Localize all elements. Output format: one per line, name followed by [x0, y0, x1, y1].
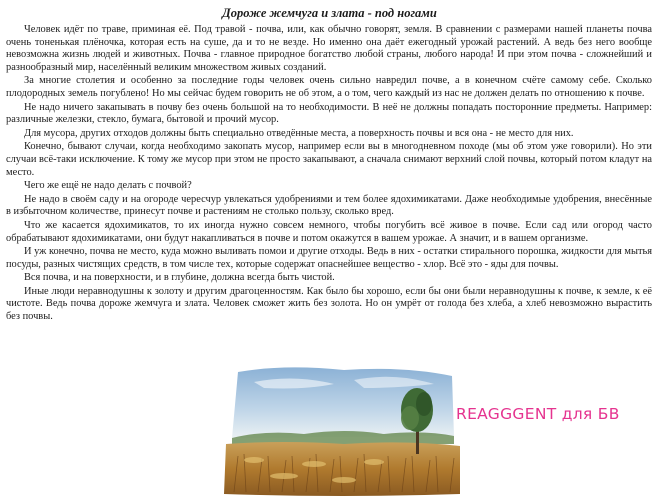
paragraph: Не надо ничего закапывать в почву без очень большой на то необходимости. В неё не должны попадать посторонние предметы. Например: различные железки, стекло, бумага, бытовой и прочий мусор. — [6, 101, 652, 126]
paragraph: Вся почва, и на поверхности, и в глубине, должна всегда быть чистой. — [24, 272, 335, 284]
paragraph: Конечно, бывают случаи, когда необходимо закопать мусор, например если вы в многодневном походе (мы об этом уже говорили). Но эти случаи всё-таки исключение. К тому же мусор при этом не просто закапывают, а сначала снимают верхний слой почвы, который потом кладут на место. — [6, 141, 652, 178]
paragraph: За многие столетия и особенно за последние годы человек очень сильно навредил почве, а в конечном счёте самому себе. Сколько плодородных земель погублено! Но мы сейчас будем говорить не об этом, а о том, чего каждый из нас не должен делать по отношению к почве. — [6, 75, 652, 99]
paragraph: Что же касается ядохимикатов, то их иногда нужно совсем немного, чтобы погубить всё живое в почве. Если сад или огород часто обрабатывают ядохимикатами, они будут накапливаться в почве и потом окажутся в вашем урожае. А значит, и в вашем организме. — [6, 219, 652, 244]
document-body — [6, 24, 652, 325]
paragraph: И уж конечно, почва не место, куда можно выливать помои и другие отходы. Ведь в них - остатки стирального порошка, жидкости для мытья посуды, разных чистящих средств, в том числе тех, которые содержат опаснейшее вещество - хлор. Всё это - яды для почвы. — [6, 246, 652, 270]
watermark-label: REAGGGENT для БВ — [456, 405, 620, 423]
paragraph: Чего же ещё не надо делать с почвой? — [24, 180, 192, 192]
wheat-field — [224, 442, 460, 496]
paragraph: Не надо в своём саду и на огороде чересчур увлекаться удобрениями и тем более ядохимикатами. Даже необходимые удобрения, внесённые в избыточном количестве, принесут почве и растениям не столько пользу, сколько вред. — [6, 193, 652, 218]
field-landscape-illustration — [224, 364, 460, 496]
paragraph: Человек идёт по траве, приминая её. Под травой - почва, или, как обычно говорят, земля. В сравнении с размерами нашей планеты почва очень тоненькая плёночка, которая есть на суше, да и то не везде. Но именно она даёт ежегодный урожай растений. А ведь без него вообще невозможна жизнь людей и животных. Почва - главное природное богатство любой страны, любого народа! И при этом почва - сложнейший и разнообразный мир, населённый великим множеством живых созданий. — [6, 24, 652, 73]
paragraph: Для мусора, других отходов должны быть специально отведённые места, а поверхность почвы и вся она - не место для них. — [24, 127, 574, 139]
paragraph: Иные люди неравнодушны к золоту и другим драгоценностям. Как было бы хорошо, если бы они были неравнодушны к почве, к земле, к её чистоте. Ведь почва дороже жемчуга и злата. Человек сможет жить без золота. Но он умрёт от голода без хлеба, а хлеб невозможно вырастить без почвы. — [6, 285, 652, 323]
document-title: Дороже жемчуга и злата - под ногами — [222, 6, 437, 20]
